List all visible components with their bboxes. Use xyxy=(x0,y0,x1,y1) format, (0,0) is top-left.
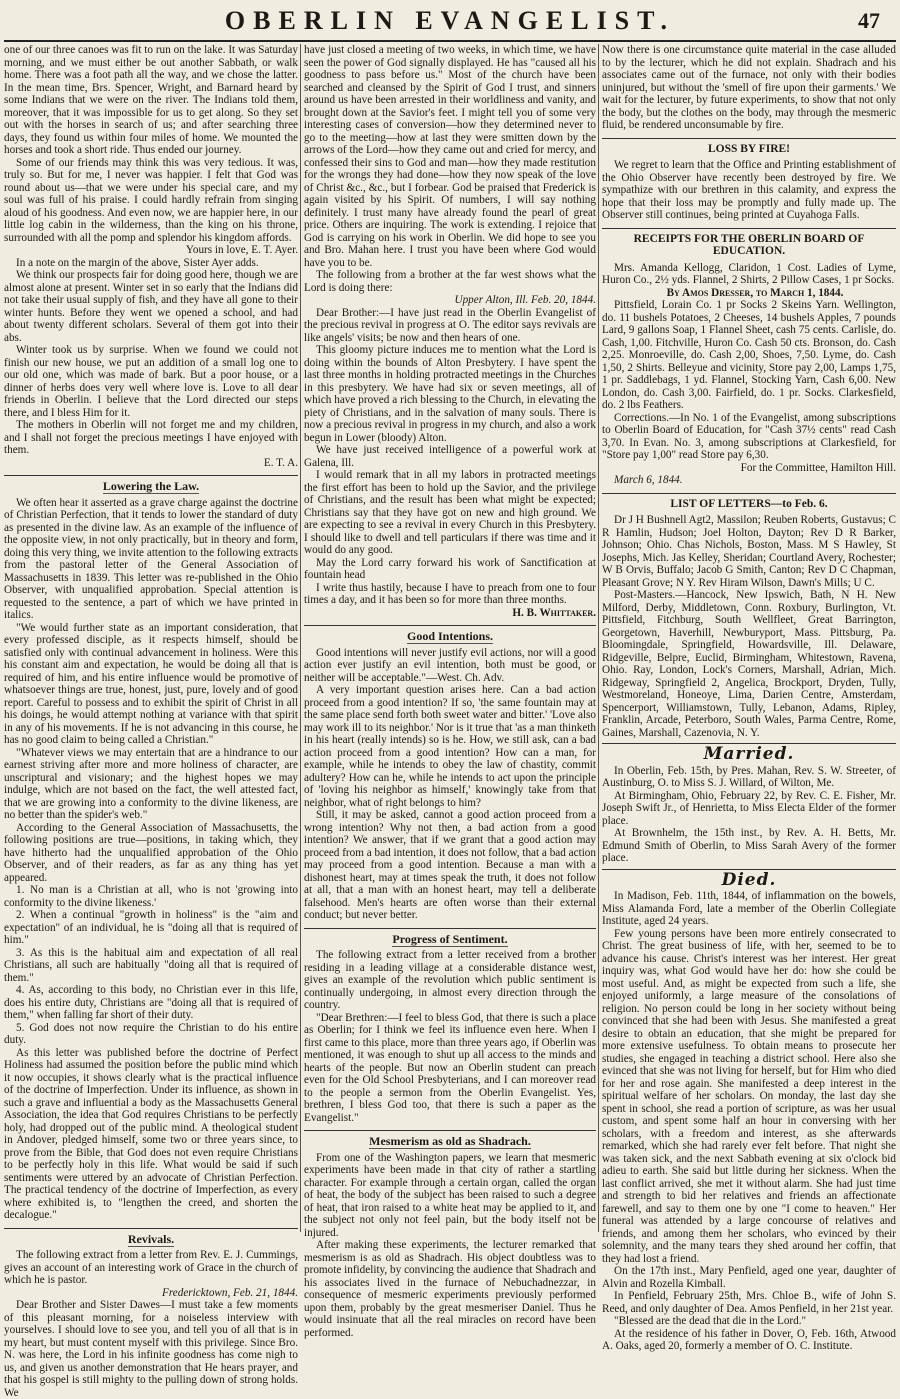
paragraph: As this letter was published before the doctrine of Perfect Holiness had assumed the position before the public mind which it now occupies, it shows clearly what is the practical influence of the doctrine of Imperfection. Under its influence, as shown in such a grave and influential a body as the Massachusetts General Association, the idea that God requires Christians to be perfectly holy, had dropped out of the public mind. A theological student in Andover, pledged himself, some two or three years since, to prove from the Bible, that God does not even require Christians to be perfectly holy in this life. What would be said if such sentiments were uttered by an advocate of Christian Perfection. The practical tendency of the doctrine of Imperfection, as every where exhibited is, to "lengthen the creed, and shorten the decalogue." xyxy=(4,1046,298,1221)
paragraph: According to the General Association of Massachusetts, the following positions are true—positions, in taking which, they have hitherto had the unqualified approbation of the Ohio Observer, and of their readers, as far as any thing has yet appeared. xyxy=(4,821,298,884)
paragraph: This gloomy picture induces me to mention what the Lord is doing within the bounds of Alton Presbytery. I have spent the last three months in holding protracted meetings in the Churches in this presbytery. We have had six or seven meetings, all of which have proved a rich blessing to the Church, in elevating the piety of Christians, and in the salvation of many souls. There is now a precious revival in progress in my church, and also a work begun in Lower (bloody) Alton. xyxy=(304,344,596,444)
paragraph: In Oberlin, Feb. 15th, by Pres. Mahan, Rev. S. W. Streeter, of Austinburg, O. to Miss S. J. Willard, of Wilton, Me. xyxy=(602,764,896,789)
paragraph: We have just received intelligence of a powerful work at Galena, Ill. xyxy=(304,444,596,469)
paragraph: May the Lord carry forward his work of Sanctification at fountain head xyxy=(304,556,596,581)
paragraph: In Madison, Feb. 11th, 1844, of inflammation on the bowels, Miss Alamanda Ford, late a member of the Oberlin Collegiate Institute, aged 24 years. xyxy=(602,890,896,927)
column-3 xyxy=(602,44,896,1352)
page-number: 47 xyxy=(858,8,880,33)
paragraph: On the 17th inst., Mary Penfield, aged one year, daughter of Alvin and Rozella Kimball. xyxy=(602,1265,896,1290)
paragraph: At the residence of his father in Dover, O, Feb. 16th, Atwood A. Oaks, aged 20, formerly a member of O. C. Institute. xyxy=(602,1327,896,1352)
paragraph: Pittsfield, Lorain Co. 1 pr Socks 2 Skeins Yarn. Wellington, do. 11 bushels Potatoes, 2 Cheeses, 14 bushels Apples, 7 pounds Lard, 9 gallons Soap, 1 Flannel Sheet, cash 75 cents. Carlisle, do. Cash, 1,00. Fitchville, Huron Co. Cash 50 cts. Bronson, do. Cash 2,25. Monroeville, do. Cash 2,00, Shoes, 7,50. Lyme, do. Cash 1,50, 2 Shirts. Belleyue and vicinity, Store pay 2,00, Lamps 1,75, 1 pr. Saddlebags, 1 yd. Flannel, Stocking Yarn, Cash 6,00. New London, do. Cash 3,00. Fairfield, do. 1 pr. Socks. Clarkesfield, do. 2 lbs Feathers. xyxy=(602,299,896,411)
section-heading xyxy=(4,475,298,493)
column-rule xyxy=(300,44,301,1232)
byline: By Amos Dresser, to March 1, 1844. xyxy=(666,286,844,299)
paragraph: We think our prospects fair for doing good here, though we are almost alone at present. Winter set in so early that the Indians did not take their usual supply of fish, and they have all gone to their winter hunts. Before they went we opened a school, and had about twenty different scholars. Several of them got into their abs. xyxy=(4,269,298,344)
section-heading: RECEIPTS FOR THE OBERLIN BOARD OF EDUCATION. xyxy=(602,228,896,258)
column-2 xyxy=(304,44,597,1339)
paragraph: At Birmingham, Ohio, February 22, by Rev. C. E. Fisher, Mr. Joseph Swift Jr., of Henrietta, to Miss Electa Elder of the former place. xyxy=(602,789,896,827)
paragraph: 1. No man is a Christian at all, who is not 'growing into conformity to the divine likeness.' xyxy=(4,884,298,909)
paragraph: Corrections.—In No. 1 of the Evangelist, among subscriptions to Oberlin Board of Education, for "Cash 37½ cents" read Cash 3,70. In Evan. No. 3, among subscriptions at Clarkesfield, for "Store pay 1,00" read Store pay 6,30. xyxy=(602,411,896,461)
section-heading xyxy=(304,625,596,643)
section-heading xyxy=(304,928,596,946)
paragraph: "Blessed are the dead that die in the Lord." xyxy=(614,1315,807,1327)
paragraph: After making these experiments, the lecturer remarked that mesmerism is as old as Shadrach. His object doubtless was to promote infidelity, by convincing the audience that Shadrach and his associates lived in the furnace of Nebuchadnezzar, in consequence of mesmeric experiments previously performed upon them, probably by the great mesmeriser Daniel. Thus he would insinuate that all the real miracles on record have been performed. xyxy=(304,1239,596,1339)
paragraph: Few young persons have been more entirely consecrated to Christ. The great business of life, with her, seemed to be to advance his cause. Christ's interest was her interest. Her great inquiry was, what God would have her do: how she could be most useful. And, as might be expected from such a life, she enjoyed uniformly, a large measure of the consolations of religion. No person could be long in her society without being convinced that she had been with Jesus. She manifested a great desire to obtain an education, that she might be prepared for more extensive usefulness. To obtain means to prosecute her studies, she engaged in teaching a district school. Here also she evinced that she was not living for herself, but for Him who died for her and rose again. She manifested a deep interest in the spiritual welfare of her scholars. On monday, the last day she spent in school, she read a portion of scripture, as was her usual custom, and spent some half an hour in conversing with her scholars, with a freedom and interest, as she afterwards remarked, which she had rarely ever felt before. That night she was taken sick, and the next Sabbath evening at six o'clock bid adieu to earth. She said but little during her sickness. When the last conflict arrived, she met it without alarm. She had just time and strength to bid her relatives and friends an affectionate farewell, and say to them one by one "I come to heaven." Her funeral was attended by a large concourse of relatives and friends, and among them her scholars, who evinced by their solemnity, and the many tears they shed around her coffin, that they had lost a friend. xyxy=(602,927,896,1265)
paragraph: I write thus hastily, because I have to preach from one to four times a day, and it has been so for more than three months. xyxy=(304,581,596,606)
heading-text: Progress of Sentiment. xyxy=(392,931,508,946)
paragraph: "We would further state as an important consideration, that every professed disciple, as it respects himself, should be satisfied only with continual advancement in holiness. Were this his constant aim and expectation, he would be doing all that is required of him, and his entire influence would be promotive of whatsoever things are true, honest, just, pure, lovely and of good report. Careful to possess and to exhibit the spirit of Christ in all his doings, he would attempt nothing at variance with that spirit in any of his movements. If he is not advancing in this course, he has no good claim to being called a Christian." xyxy=(4,621,298,746)
paragraph: Still, it may be asked, cannot a good action proceed from a wrong intention? Why not then, a bad action from a good intention? We answer, that if we grant that a good action may proceed from a bad intention, it does not follow, that a bad action may proceed from a good intention. Because a man with a dishonest heart, may at times speak the truth, it does not follow at all, that a man with an honest heart, may tell a deliberate falsehood. Men's hearts are often worse than their external conduct; but never better. xyxy=(304,809,596,921)
column-rule xyxy=(598,44,599,1232)
paragraph: Post-Masters.—Hancock, New Ipswich, Bath, N H. New Milford, Derby, Middletown, Conn. Roxbury, Burlington, Vt. Pittsfield, Fitchburg, South Wellfleet, Great Barrington, Georgetown, Haverhill, Newburyport, Mass. Pittsburg, Pa. Bloomingdale, Springfield, Howardsville, Ill. Delaware, Ridgeville, Belpre, Euclid, Birmingham, Whitestown, Ravena, Ohio. Ray, London, Lock's Corners, Marshall, Adrian, Mich. Ridgeway, Springfield 2, Angelica, Brockport, Dryden, Tully, Westmoreland, Honeoye, Lima, Darien Centre, Amsterdam, Spencerport, Williamstown, Tully, Lebanon, Adams, Ripley, Franklin, Arcade, Peterboro, South Wales, Parma Centre, Rome, Gaines, Marshall, Cazenovia, N. Y. xyxy=(602,589,896,739)
paragraph: Good intentions will never justify evil actions, nor will a good action ever justify an evil intention, both must be good, or neither will be acceptable."—West. Ch. Adv. xyxy=(304,646,596,684)
section-heading xyxy=(4,1228,298,1246)
dateline: Upper Alton, Ill. Feb. 20, 1844. xyxy=(454,294,596,306)
dateline: March 6, 1844. xyxy=(614,474,683,486)
newspaper-title: OBERLIN EVANGELIST. xyxy=(224,6,676,35)
paragraph: In Penfield, February 25th, Mrs. Chloe B., wife of John S. Reed, and only daughter of Dea. Amos Penfield, in her 21st year. xyxy=(602,1290,896,1315)
masthead-rule xyxy=(4,40,896,42)
paragraph: Now there is one circumstance quite material in the case alluded to by the lecturer, which he did not explain. Shadrach and his associates came out of the furnace, not only with their bodies uninjured, but without the 'smell of fire upon their garments.' We wait for the lecturer, by future experiments, to show that not only the body, but the clothes on the body, may through the mesmeric fluid, be rendered unconsumable by fire. xyxy=(602,44,896,131)
column-1 xyxy=(4,44,298,1399)
heading-text: Mesmerism as old as Shadrach. xyxy=(369,1134,531,1148)
masthead xyxy=(0,6,900,40)
heading-text: Lowering the Law. xyxy=(102,479,200,493)
heading-text: Good Intentions. xyxy=(406,629,494,643)
paragraph: In a note on the margin of the above, Sister Ayer adds. xyxy=(16,256,259,269)
section-heading: LOSS BY FIRE! xyxy=(602,138,896,156)
paragraph: "Dear Brethren:—I feel to bless God, that there is such a place as Oberlin; for I think we feel its influence even here. When I first came to this place, more than three years ago, if Oberlin was mentioned, it was enough to shut up all access to the minds and hearts of the people. But now an Oberlin student can preach even for the Old School Presbyterians, and I can moreover read to the people a sermon from the Oberlin Evangelist. Yes, brethren, I bless God too, that there is such a paper as the Evangelist." xyxy=(304,1011,597,1124)
paragraph: Mrs. Amanda Kellogg, Claridon, 1 Cost. Ladies of Lyme, Huron Co., 2½ yds. Flannel, 2 Shirts, 2 Pillow Cases, 1 pr Socks. xyxy=(602,261,896,286)
paragraph: I would remark that in all my labors in protracted meetings the first effort has been to hold up the Savior, and the privilege of Christians, and the result has been what might be expected; Christians say that they have got on new and high ground. We are expecting to see a revival in every Church in this Presbytery. I should like to dwell and tell particulars if there was time and it would do any good. xyxy=(304,469,596,556)
paragraph: Dear Brother and Sister Dawes—I must take a few moments of this pleasant morning, for a noiseless interview with yourselves. I should love to see you, and tell you of all that is in my heart, but must content myself with this privilege. Since Bro. N. was here, the Lord in his infinite goodness has come nigh to us, and given us another demonstration that He hears prayer, and that his gospel is still mighty to the pulling down of strong holds. We xyxy=(4,1299,298,1399)
paragraph: 5. God does not now require the Christian to do his entire duty. xyxy=(4,1021,298,1046)
paragraph: The following extract from a letter received from a brother residing in a leading village at a considerable distance west, gives an example of the revolution which public sentiment is continually undergoing, in almost every direction through the country. xyxy=(304,949,596,1011)
signature: Yours in love, E. T. Ayer. xyxy=(185,244,298,256)
paragraph: 2. When a continual "growth in holiness" is the "aim and expectation" of an individual, he is "doing all that is required of him." xyxy=(4,909,298,946)
paragraph: From one of the Washington papers, we learn that mesmeric experiments have been made in that city of rather a startling character. For example through a certain organ, called the organ of heat, the body of the subject has been raised to such a degree of heat, that iron raised to a white heat may be applied to it, and the subject not only not feel pain, but the body itself not be injured. xyxy=(304,1151,596,1239)
paragraph: Dr J H Bushnell Agt2, Massilon; Reuben Roberts, Gustavus; C R Hamlin, Hudson; Joel Holton, Dayton; Rev D R Barker, Johnson; Ohio. Chas Nichols, Boston, Mass. M S Hawley, St Josephs, Mich. Jas Kelley, Sheridan; Courtland Avery, Rochester; W B Orvis, Buffalo; Jacob G Smith, Canton; Rev D C Chapman, Pleasant Grove; N Y. Rev Hiram Wilson, Dawn's Mills; U C. xyxy=(602,514,896,589)
paragraph: The following extract from a letter from Rev. E. J. Cummings, gives an account of an interesting work of Grace in the church of which he is pastor. xyxy=(4,1249,298,1286)
signature: For the Committee, Hamilton Hill. xyxy=(740,461,896,474)
paragraph: "Whatever views we may entertain that are a hindrance to our earnest striving after more and more holiness of character, are unscriptural and visionary; and the highest hopes we may indulge, which are not based on the fact, the well attested fact, that we are growing into a conformity to the divine likeness, are no better than the spider's web." xyxy=(4,746,298,821)
section-heading: Married. xyxy=(602,743,896,761)
heading-text: Revivals. xyxy=(127,1231,175,1246)
paragraph: have just closed a meeting of two weeks, in which time, we have seen the power of God signally displayed. He has "caused all his goodness to pass before us." Most of the church have been searched and cleansed by the Spirit of God I trust, and sinners around us have been arrested in their worldliness and vanity, and brought down at the Savior's feet. I might tell you of some very interesting cases of conversion—how they determined never to go to the meeting—how at last they were smitten down by the arrows of the Lord—how they came out and cried for mercy, and confessed their sins to God and man—how they made restitution for the wrongs they had done—how they now speak of the love of Christ &c., &c., but I forbear. God be praised that Frederick is again visited by his Spirit. Of numbers, I will say nothing definitely. I trust many have already found the pearl of great price. Others are inquiring. The work is extending. I rejoice that God is carrying on his work in Oberlin. We did hope to see you and Bro. Mahan here. I trust you have been where God would have you to be. xyxy=(304,44,596,269)
paragraph: one of our three canoes was fit to run on the lake. It was Saturday morning, and we must either be out another Sabbath, or walk home. There was a foot path all the way, and we chose the latter. In the mean time, Brs. Spencer, Wright, and Barnard heard by some Indians that we were on the river. The Indians told them, moreover, that it was impossible for us to get along. So they set out with the horses in search of us; and after searching three days, they found us within four miles of home. We mounted the horses and took a short ride. Thus ended our journey. xyxy=(4,44,298,156)
signature: E. T. A. xyxy=(263,456,298,469)
paragraph: At Brownhelm, the 15th inst., by Rev. A. H. Betts, Mr. Edmund Smith of Oberlin, to Miss Sarah Avery of the former place. xyxy=(602,827,896,864)
paragraph: Winter took us by surprise. When we found we could not finish our new house, we put an addition of a small log one to our old one, which was made of bark. But a poor house, or a dinner of herbs does very well where love is. Love to all dear friends in Oberlin. I believe that the Lord directed our steps there, and I bless Him for it. xyxy=(4,344,298,419)
paragraph: The following from a brother at the far west shows what the Lord is doing there: xyxy=(304,269,596,294)
dateline: Fredericktown, Feb. 21, 1844. xyxy=(162,1286,298,1299)
paragraph: We regret to learn that the Office and Printing establishment of the Ohio Observer have recently been destroyed by fire. We sympathize with our brethren in this calamity, and express the hope that their loss may be promptly and fully made up. The Observer still continues, being printed at Cuyahoga Falls. xyxy=(602,159,896,221)
paragraph: 3. As this is the habitual aim and expectation of all real Christians, all such are habitually "doing all that is required of them." xyxy=(4,946,298,984)
paragraph: The mothers in Oberlin will not forget me and my children, and I shall not forget the precious meetings I have enjoyed with them. xyxy=(4,419,298,456)
signature: H. B. Whittaker. xyxy=(512,606,596,619)
section-heading: Died. xyxy=(602,869,896,887)
section-heading xyxy=(304,1130,596,1148)
paragraph: Dear Brother:—I have just read in the Oberlin Evangelist of the precious revival in progress at O. The editor says revivals are like angels' visits; be now and then hears of one. xyxy=(304,306,596,344)
section-heading: LIST OF LETTERS—to Feb. 6. xyxy=(602,493,896,511)
paragraph: We often hear it asserted as a grave charge against the doctrine of Christian Perfection, that it tends to lower the standard of duty as presented in the divine law. As an example of the influence of the opposite view, in not only practically, but in theory and form, doing this very thing, we invite attention to the following extracts from the pastoral letter of the General Association of Massachusetts in 1839. This letter was re-published in the Ohio Observer, with unqualified approbation. Special attention is requested to the sentence, a part of which we have printed in italics. xyxy=(4,496,298,621)
paragraph: 4. As, according to this body, no Christian ever in this life, does his entire duty, Christians are "doing all that is required of them," when falling far short of their duty. xyxy=(4,984,298,1021)
paragraph: A very important question arises here. Can a bad action proceed from a good intention? If so, 'the same fountain may at the same place send forth both sweet water and bitter.' 'Love also may work ill to its neighbor.' Nor is it true that 'as a man thinketh in his heart (really intends) so is he. How, we still ask, can a bad action proceed from a good intention? How can a man, for example, while he intends to obey the law of chastity, commit adultery? How can he, while he intends to act upon the principle of 'loving his neighbor as himself,' knowingly take from that neighbor, what of right belongs to him? xyxy=(304,684,596,809)
paragraph: Some of our friends may think this was very tedious. It was, truly so. But for me, I never was happier. I felt that God was round about us—that we were under his special care, and my soul was full of his praise. I could hardly refrain from singing aloud of his goodness. And even now, we are happier here, in our little log cabin in the wilderness, than the king on his throne, surrounded with all the pomp and splendor his kingdom affords. xyxy=(4,156,298,244)
